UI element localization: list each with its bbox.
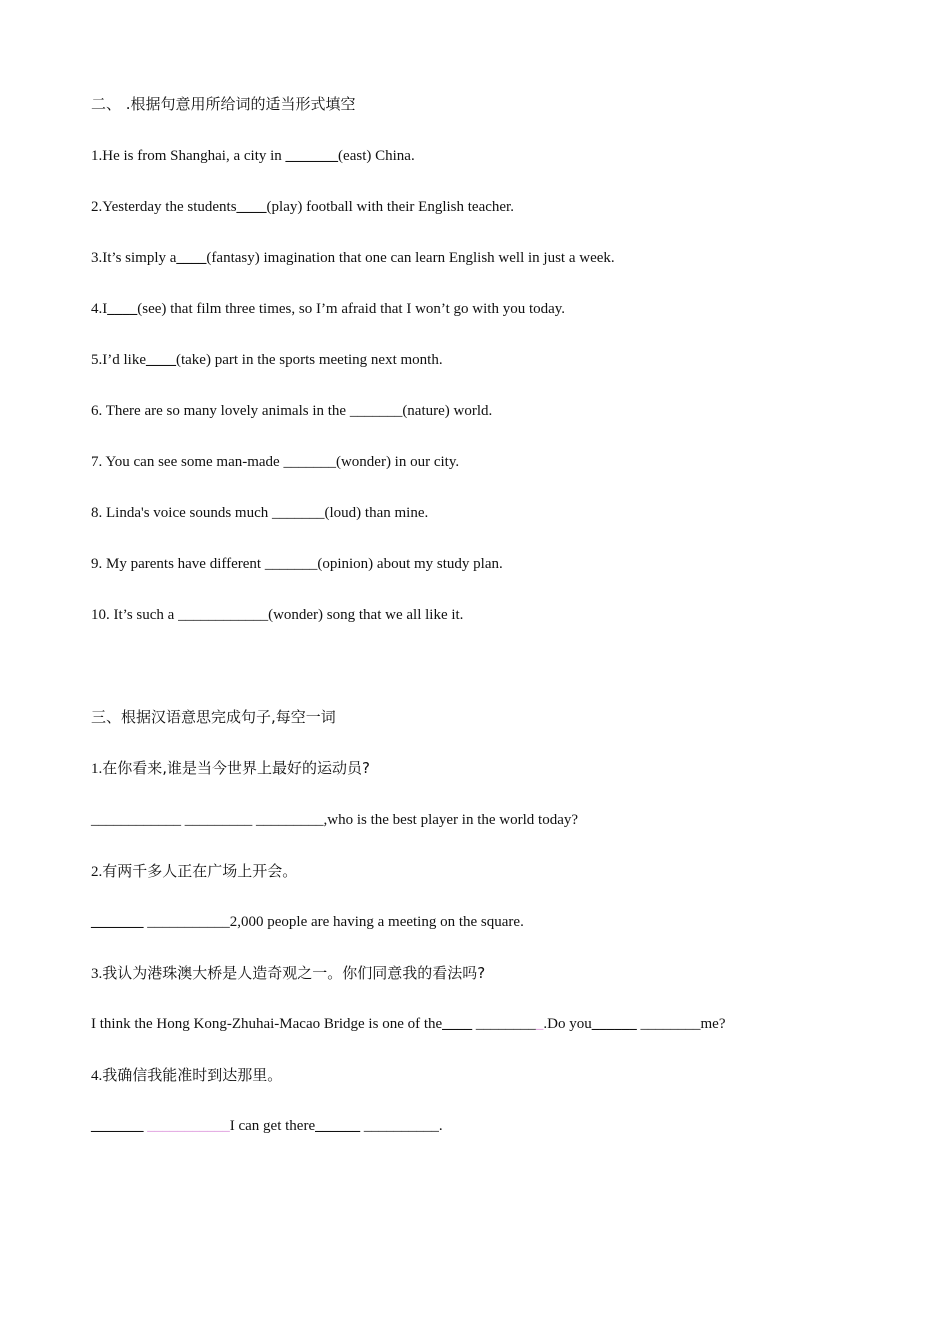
s3-q2-blank-1[interactable]: _______ <box>91 914 144 930</box>
s3-q3-text-c: .Do you <box>543 1016 592 1032</box>
s3-q4-pink-blank[interactable]: ___________ <box>147 1118 230 1134</box>
s3-q3-number: 3. <box>91 966 103 982</box>
s3-question-1-answer[interactable]: ____________ _________ _________,who is the best player in the world today? <box>91 812 579 828</box>
q1-text-b: (east) China. <box>338 148 415 164</box>
s3-q4-number: 4. <box>91 1068 103 1084</box>
s3-question-3-prompt <box>91 964 485 982</box>
s3-question-4-prompt <box>91 1066 282 1084</box>
s3-q1-number: 1. <box>91 761 103 777</box>
s3-q4-blank-1[interactable]: _______ <box>91 1118 144 1134</box>
s3-question-2-prompt <box>91 862 297 880</box>
section2-heading: 二、 .根据句意用所给词的适当形式填空 <box>91 95 356 113</box>
s2-question-10: 10. It’s such a ____________(wonder) song that we all like it. <box>91 607 464 623</box>
q5-text-b: (take) part in the sports meeting next month. <box>175 352 443 368</box>
s3-question-1-prompt <box>91 759 370 777</box>
s3-q2-number: 2. <box>91 864 103 880</box>
q3-blank[interactable]: ____ <box>176 250 207 266</box>
s2-question-4 <box>91 300 565 318</box>
s3-q4-text-b: __________. <box>360 1118 443 1134</box>
s3-q4-chinese: 我确信我能准时到达那里。 <box>102 1066 283 1084</box>
q3-text-b: (fantasy) imagination that one can learn English well in just a week. <box>206 250 615 266</box>
q5-blank[interactable]: ____ <box>145 352 176 368</box>
s3-q1-chinese: 在你看来,谁是当今世界上最好的运动员? <box>102 759 370 777</box>
s2-question-9: 9. My parents have different _______(opinion) about my study plan. <box>91 556 503 572</box>
q4-text-a: 4.I <box>91 301 108 317</box>
s3-q2-chinese: 有两千多人正在广场上开会。 <box>102 862 298 880</box>
s2-question-1 <box>91 147 415 165</box>
section3-heading: 三、根据汉语意思完成句子,每空一词 <box>91 708 336 726</box>
q2-blank[interactable]: ____ <box>236 199 267 215</box>
s3-q3-blank-2[interactable]: ______ <box>591 1016 637 1032</box>
s2-question-8: 8. Linda's voice sounds much _______(loud) than mine. <box>91 505 429 521</box>
s2-question-3 <box>91 249 615 267</box>
s2-question-6: 6. There are so many lovely animals in the _______(nature) world. <box>91 403 493 419</box>
s3-q4-blank-2[interactable]: ______ <box>315 1118 361 1134</box>
s3-q3-text-a: I think the Hong Kong-Zhuhai-Macao Bridge is one of the <box>91 1016 443 1032</box>
s3-q3-text-d: ________me? <box>636 1016 726 1032</box>
q2-text-a: 2.Yesterday the students <box>91 199 237 215</box>
s3-q3-chinese: 我认为港珠澳大桥是人造奇观之一。你们同意我的看法吗? <box>102 964 486 982</box>
s2-question-2 <box>91 198 514 216</box>
s3-question-2-answer <box>91 913 524 931</box>
s3-q4-text-a: I can get there <box>229 1118 316 1134</box>
q4-blank[interactable]: ____ <box>107 301 138 317</box>
s2-question-5 <box>91 351 443 369</box>
s3-q3-pink-mark: _ <box>535 1016 544 1032</box>
s3-question-4-answer <box>91 1117 443 1135</box>
q5-text-a: 5.I’d like <box>91 352 146 368</box>
s2-question-7: 7. You can see some man-made _______(wonder) in our city. <box>91 454 460 470</box>
q1-text-a: 1.He is from Shanghai, a city in <box>91 148 286 164</box>
s3-q2-rest: ___________2,000 people are having a meeting on the square. <box>143 914 524 930</box>
s3-q3-blank-1[interactable]: ____ <box>442 1016 473 1032</box>
q2-text-b: (play) football with their English teacher. <box>266 199 514 215</box>
s3-q3-text-b[interactable]: ________ <box>472 1016 536 1032</box>
s3-question-3-answer <box>91 1015 726 1033</box>
q3-text-a: 3.It’s simply a <box>91 250 177 266</box>
q4-text-b: (see) that film three times, so I’m afraid that I won’t go with you today. <box>137 301 566 317</box>
q1-blank[interactable]: _______ <box>285 148 339 164</box>
